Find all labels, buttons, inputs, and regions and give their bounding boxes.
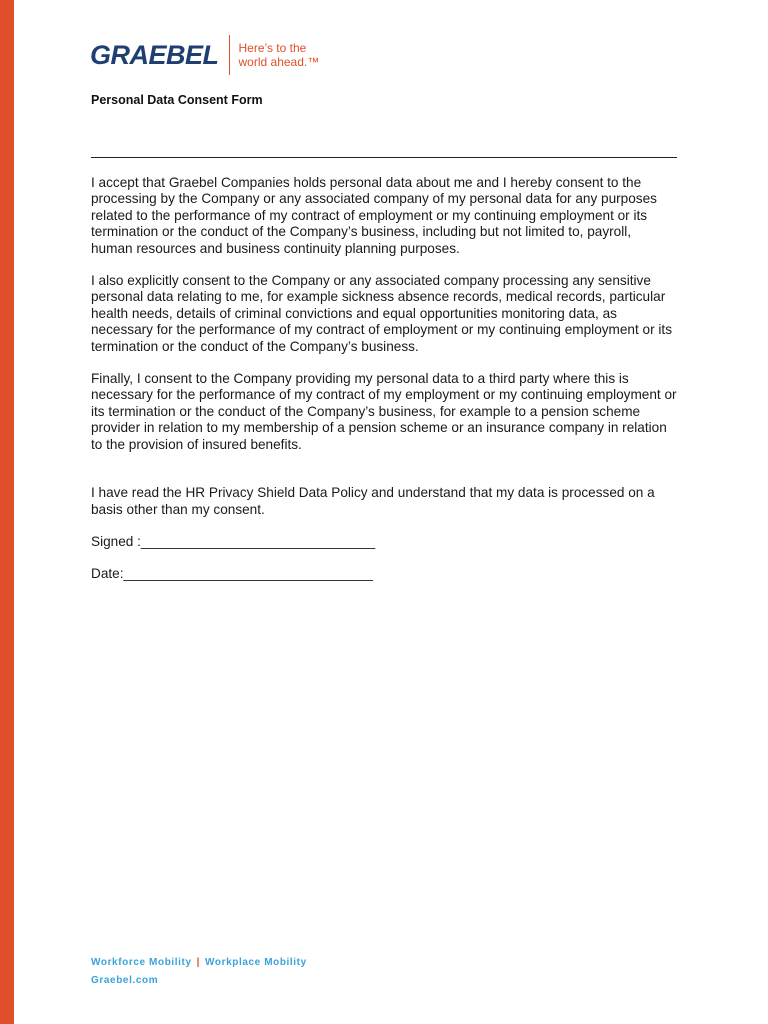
- date-line: Date:_________________________________: [91, 566, 373, 582]
- footer-workplace-mobility: Workplace Mobility: [205, 957, 307, 968]
- consent-paragraph-3: Finally, I consent to the Company providing my personal data to a third party where this is necessary for the performance of my contract of my employment or my continuing employment or its termination or the conduct of the Company’s business, for example to a pension scheme provider in relation to my membership of a pension scheme or an insurance company in relation to the provision of insured benefits.: [91, 371, 677, 452]
- footer-workforce-mobility: Workforce Mobility: [91, 957, 192, 968]
- title-divider-rule: [91, 157, 677, 158]
- header: [90, 34, 319, 76]
- graebel-logo: GRAEBEL: [90, 39, 219, 70]
- document-body: [91, 175, 691, 583]
- tagline: [239, 41, 320, 69]
- logo-divider: [229, 35, 230, 75]
- signature-line: Signed :_______________________________: [91, 533, 376, 549]
- footer: [91, 954, 307, 990]
- policy-acknowledgement: I have read the HR Privacy Shield Data Policy and understand that my data is processed on a basis other than my consent.: [91, 485, 655, 517]
- form-title: Personal Data Consent Form: [91, 93, 263, 107]
- tagline-line-2: world ahead.™: [238, 55, 320, 69]
- consent-paragraph-2: I also explicitly consent to the Company or any associated company processing any sensitive personal data relating to me, for example sickness absence records, medical records, particular health needs, details of criminal convictions and equal opportunities monitoring data, as necessary for the performance of my contract of employment or my continuing employment or its termination or the conduct of the Company’s business.: [91, 273, 673, 354]
- footer-separator: |: [196, 957, 201, 968]
- tagline-line-1: Here’s to the: [238, 41, 307, 55]
- consent-paragraph-1: I accept that Graebel Companies holds personal data about me and I hereby consent to the processing by the Company or any associated company of my personal data for any purposes related to the performance of my contract of employment or my continuing employment or its termination or the conduct of the Company’s business, including but not limited to, payroll, human resources and business continuity planning purposes.: [91, 175, 657, 256]
- footer-services: [91, 954, 307, 972]
- footer-website-link[interactable]: Graebel.com: [91, 975, 159, 986]
- left-accent-stripe: [0, 0, 14, 1024]
